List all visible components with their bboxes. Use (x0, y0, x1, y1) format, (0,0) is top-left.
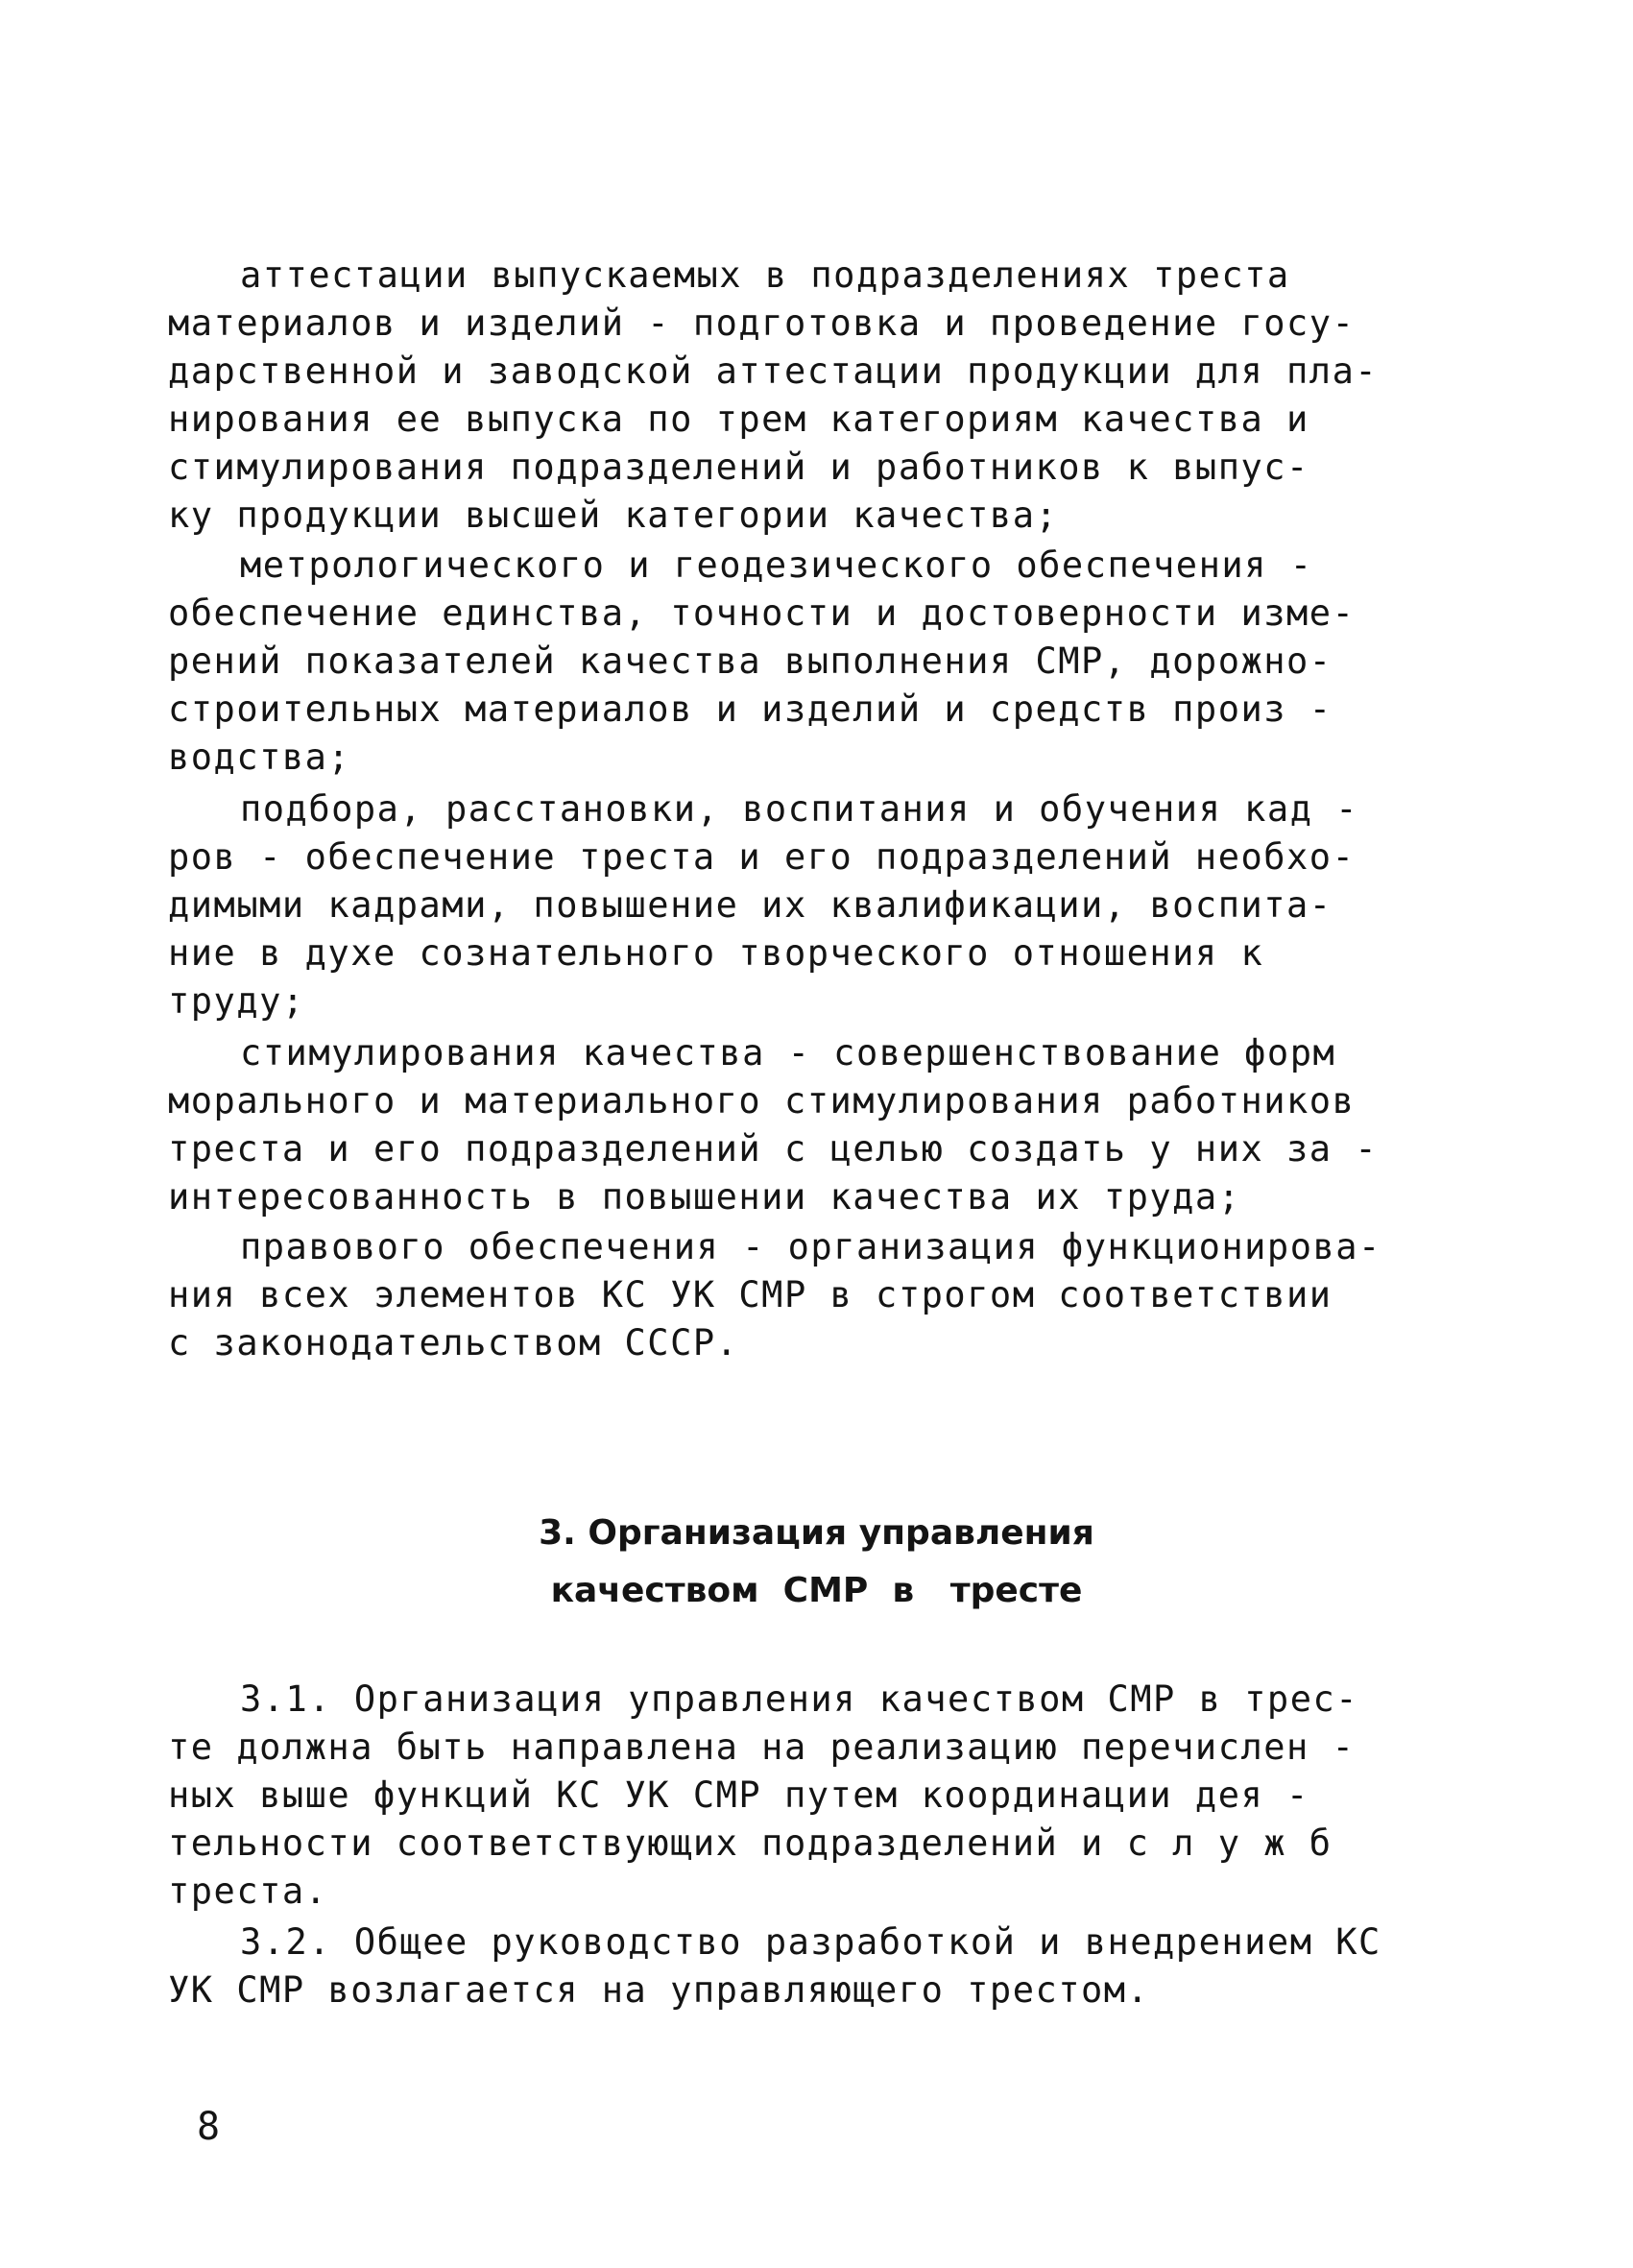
text-line: с законодательством СССР. (168, 1322, 739, 1363)
text-line: те должна быть направлена на реализацию перечислен - (168, 1726, 1356, 1768)
text-line: треста и его подразделений с целью создать у них за - (168, 1128, 1379, 1170)
text-line: ров - обеспечение треста и его подразделений необхо- (168, 836, 1356, 878)
text-line: метрологического и геодезического обеспечения - (240, 544, 1313, 586)
text-line: строительных материалов и изделий и средств произ - (168, 688, 1333, 730)
text-line: материалов и изделий - подготовка и проведение госу- (168, 302, 1356, 344)
text-line: треста. (168, 1870, 328, 1912)
text-line: правового обеспечения - организация функционирова- (240, 1226, 1381, 1267)
text-line: димыми кадрами, повышение их квалификации, воспита- (168, 884, 1333, 926)
text-line: подбора, расстановки, воспитания и обучения кад - (240, 788, 1359, 830)
text-line: стимулирования качества - совершенствование форм (240, 1032, 1336, 1074)
text-line: ние в духе сознательного творческого отношения к (168, 932, 1264, 974)
text-line: 3.2. Общее руководство разработкой и внедрением КС (240, 1921, 1381, 1963)
text-line: рений показателей качества выполнения СМР, дорожно- (168, 640, 1333, 682)
text-line: ния всех элементов КС УК СМР в строгом соответствии (168, 1274, 1333, 1315)
text-line: обеспечение единства, точности и достоверности изме- (168, 592, 1356, 634)
text-line: УК СМР возлагается на управляющего трестом. (168, 1969, 1150, 2011)
text-line: дарственной и заводской аттестации продукции для пла- (168, 350, 1379, 392)
text-line: аттестации выпускаемых в подразделениях треста (240, 254, 1290, 296)
text-line: ных выше функций КС УК СМР путем координации дея - (168, 1774, 1309, 1816)
text-line: тельности соответствующих подразделений и с л у ж б (168, 1822, 1333, 1864)
text-line: нирования ее выпуска по трем категориям качества и (168, 398, 1309, 440)
text-line: интересованность в повышении качества их труда; (168, 1176, 1241, 1218)
section-heading-line2: качеством СМР в тресте (550, 1571, 1083, 1610)
page-number: 8 (197, 2105, 221, 2149)
text-line: морального и материального стимулирования работников (168, 1080, 1356, 1122)
text-line: 3.1. Организация управления качеством СМР в трес- (240, 1678, 1359, 1720)
text-line: ку продукции высшей категории качества; (168, 495, 1059, 536)
text-line: водства; (168, 736, 351, 778)
text-line: стимулирования подразделений и работников к выпус- (168, 446, 1309, 488)
text-line: труду; (168, 980, 305, 1022)
section-heading-line1: 3. Организация управления (539, 1513, 1094, 1553)
